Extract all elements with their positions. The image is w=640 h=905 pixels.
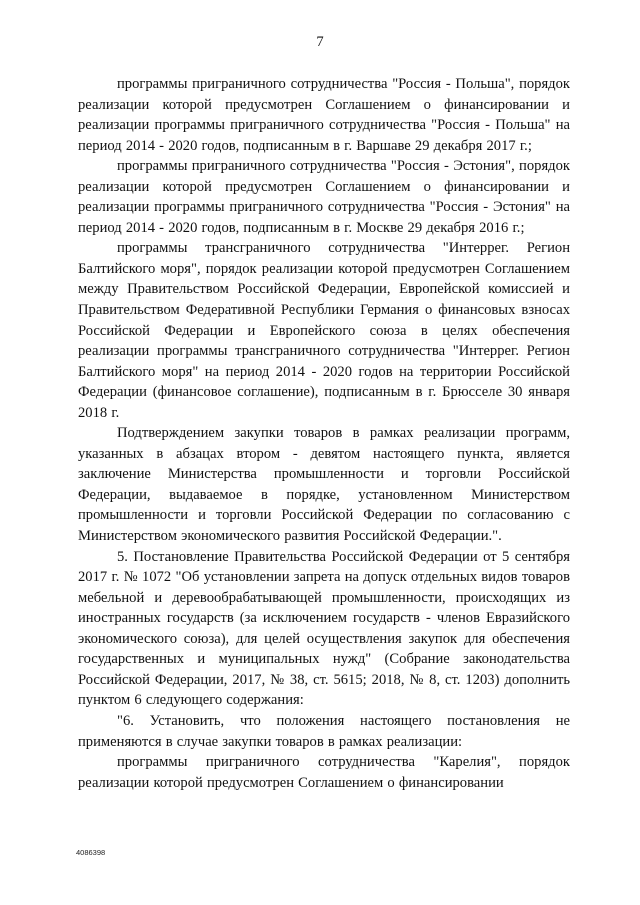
paragraph-russia-poland: программы приграничного сотрудничества "Россия - Польша", порядок реализации которой предусмотрен Соглашением о финансировании и реализации программы приграничного сотрудничества "Россия - Польша" на период 2014 - 2020 годов, подписанным в г. Варшаве 29 декабря 2017 г.; <box>78 76 570 154</box>
paragraph-karelia: программы приграничного сотрудничества "Карелия", порядок реализации которой предусмотрен Соглашением о финансировании <box>78 754 570 791</box>
paragraph-resolution-1072: 5. Постановление Правительства Российской Федерации от 5 сентября 2017 г. № 1072 "Об установлении запрета на допуск отдельных видов товаров мебельной и деревообрабатывающей промышленности, происходящих из иностранных государств (за исключением государств - членов Евразийского экономического союза), для целей осуществления закупок для обеспечения государственных и муниципальных нужд" (Собрание законодательства Российской Федерации, 2017, № 38, ст. 5615; 2018, № 8, ст. 1203) дополнить пунктом 6 следующего содержания: <box>78 548 570 709</box>
paragraph-confirmation: Подтверждением закупки товаров в рамках реализации программ, указанных в абзацах втором - девятом настоящего пункта, является заключение Министерства промышленности и торговли Российской Федерации, выдаваемое в порядке, установленном Министерством промышленности и торговли Российской Федерации по согласованию с Министерством экономического развития Российской Федерации.". <box>78 425 570 545</box>
paragraph-interreg-baltic: программы трансграничного сотрудничества "Интеррег. Регион Балтийского моря", порядок реализации которой предусмотрен Соглашением между Правительством Российской Федерации, Европейской комиссией и Правительством Федеративной Республики Германия о финансовых взносах Российской Федерации и Европейского союза в целях обеспечения реализации программы трансграничного сотрудничества "Интеррег. Регион Балтийского моря" на период 2014 - 2020 годов на территории Российской Федерации (финансовое соглашение), подписанным в г. Брюсселе 30 января 2018 г. <box>78 240 570 421</box>
paragraph-point-6: "6. Установить, что положения настоящего постановления не применяются в случае закупки товаров в рамках реализации: <box>78 712 570 750</box>
document-code: 4086398 <box>76 848 106 857</box>
page-number: 7 <box>316 34 324 50</box>
document-body <box>78 74 570 793</box>
paragraph-russia-estonia: программы приграничного сотрудничества "Россия - Эстония", порядок реализации которой предусмотрен Соглашением о финансировании и реализации программы приграничного сотрудничества "Россия - Эстония" на период 2014 - 2020 годов, подписанным в г. Москве 29 декабря 2016 г.; <box>78 158 570 236</box>
